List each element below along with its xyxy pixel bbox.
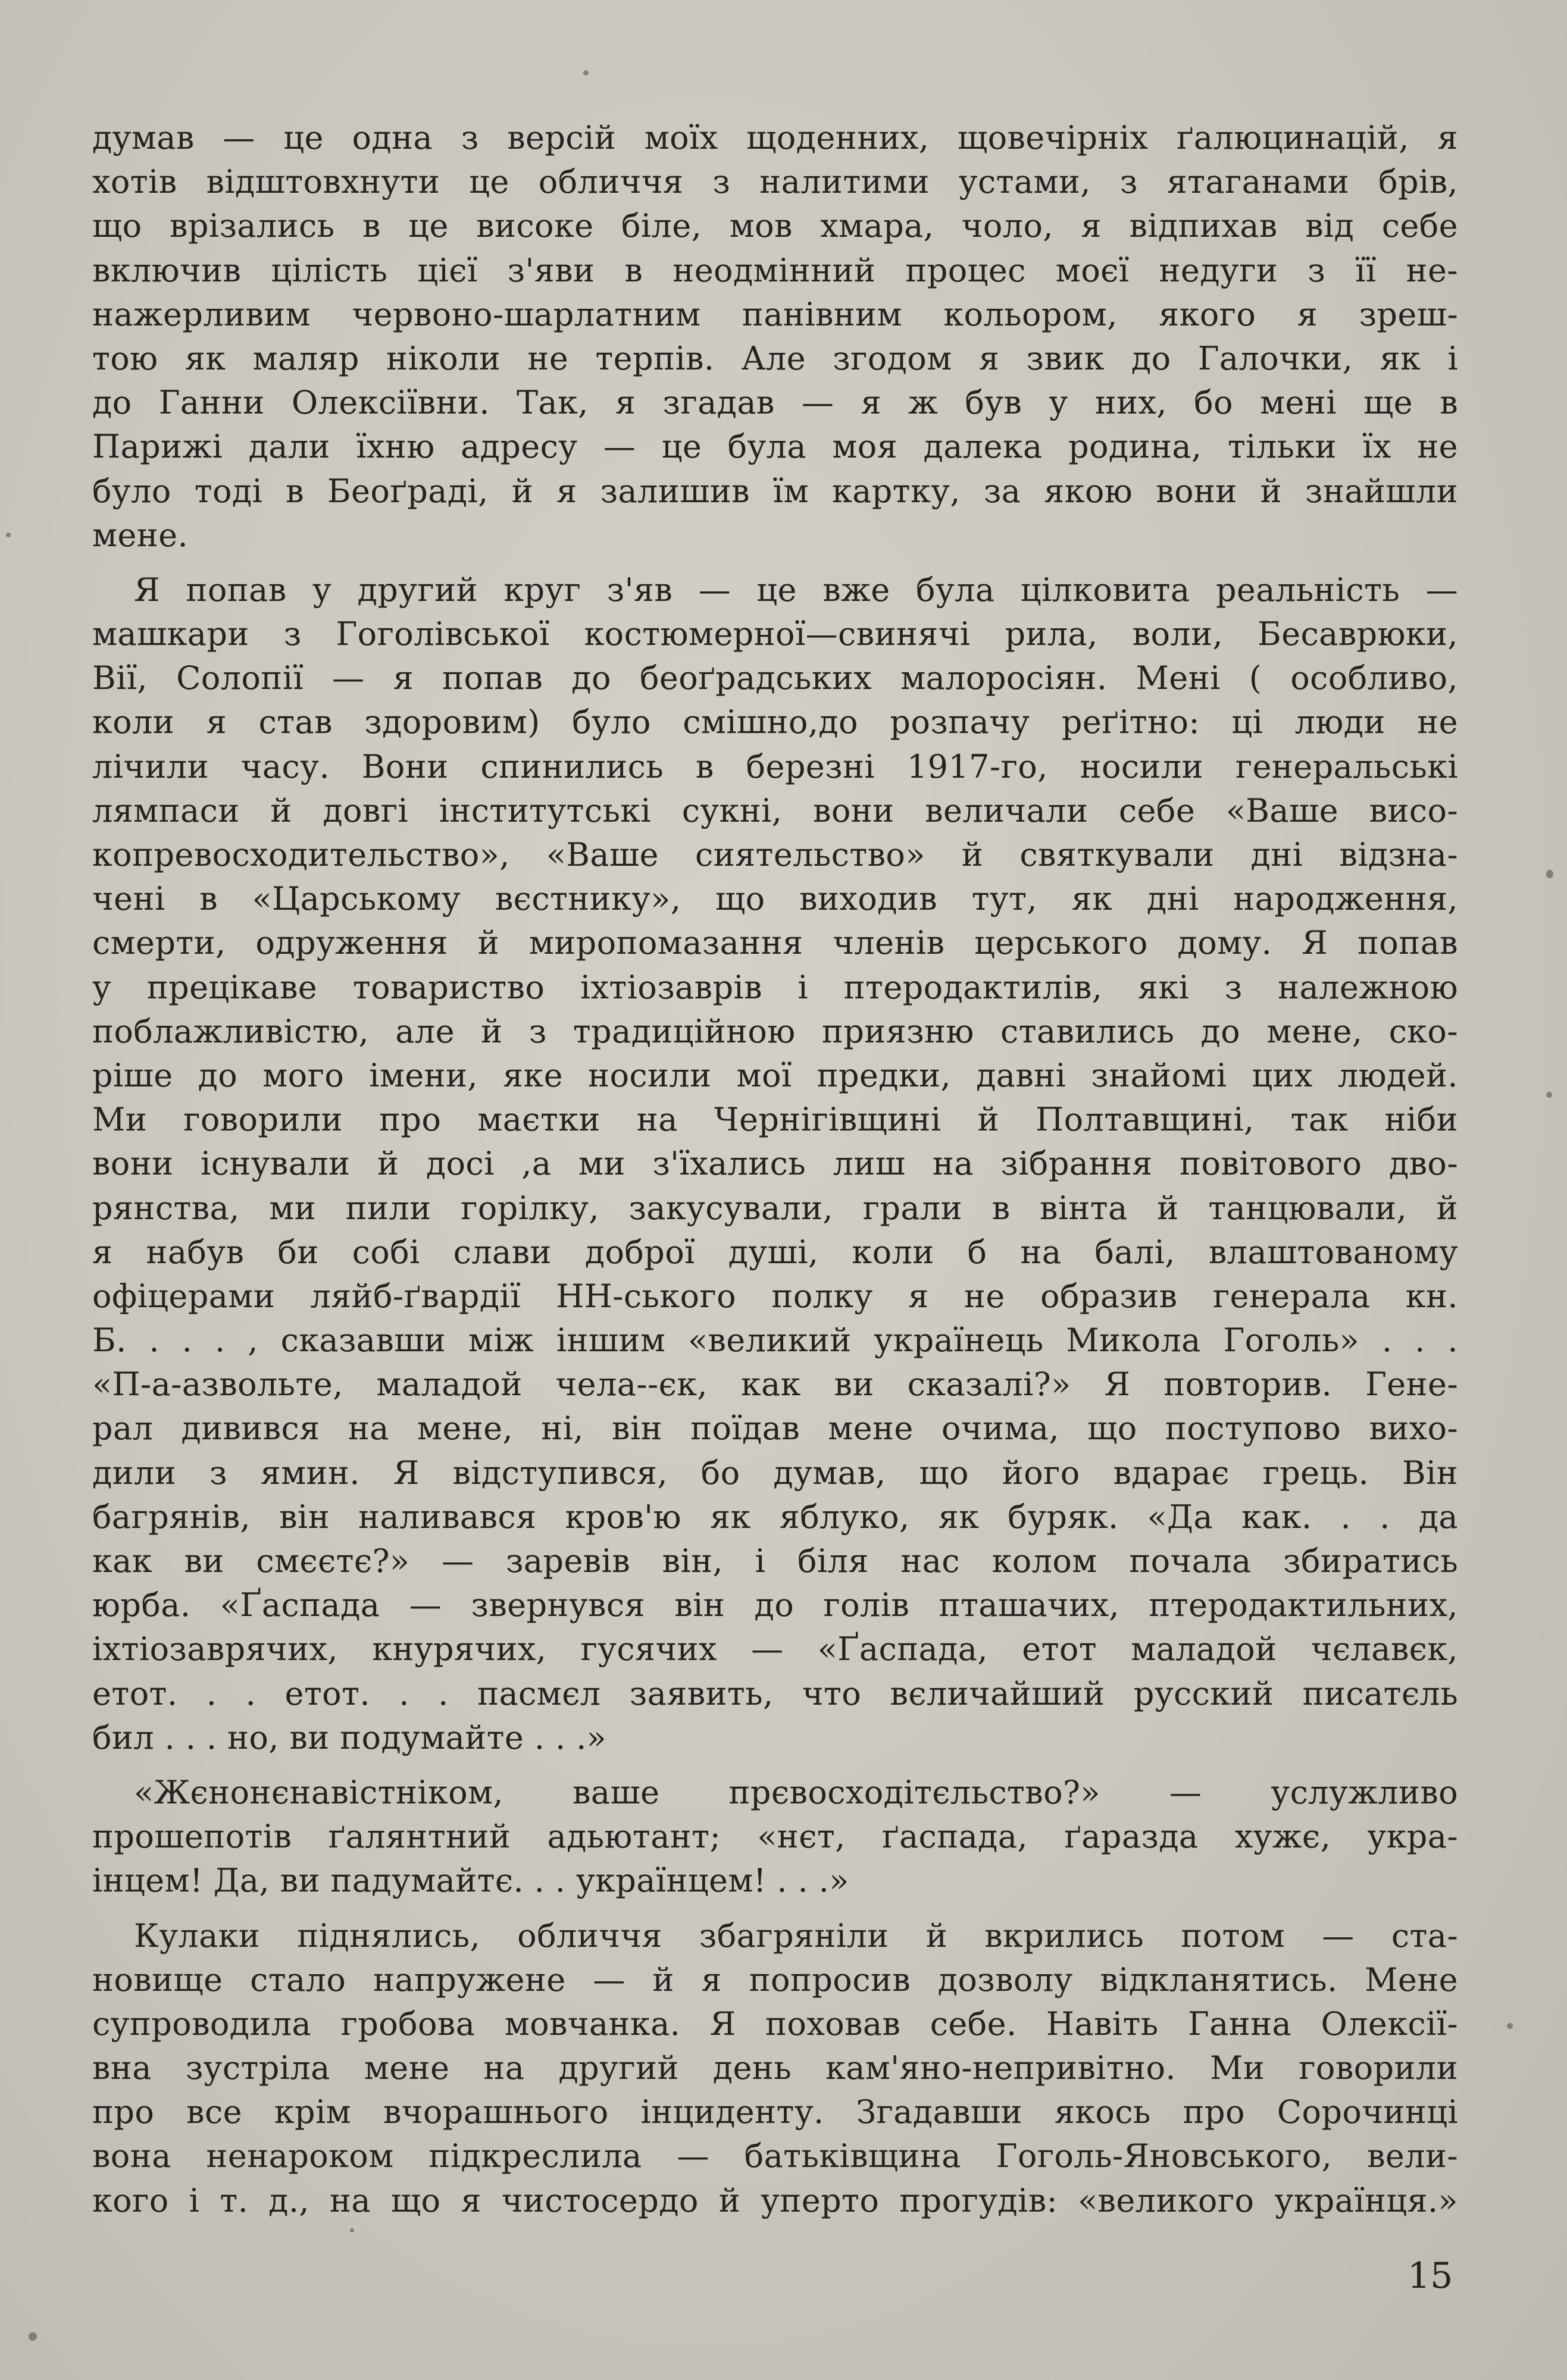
body-text [92, 116, 1458, 2223]
text-line: Вії, Солопії — я попав до беоґрадських малоросіян. Мені ( особливо, [92, 659, 1458, 697]
text-line: Ми говорили про маєтки на Чернігівщині й Полтавщині, так ніби [92, 1101, 1458, 1139]
text-line: багрянів, він наливався кров'ю як яблуко, як буряк. «Да как. . . да [92, 1498, 1458, 1536]
text-line: кого і т. д., на що я чистосердо й уперто прогудів: «великого українця.» [92, 2181, 1458, 2219]
paper-speck [1546, 1092, 1552, 1098]
text-line: вони існували й досі ,а ми з'їхались лиш на зібрання повітового дво- [92, 1145, 1458, 1183]
text-line: лічили часу. Вони спинились в березні 1917-го, носили генеральські [92, 747, 1458, 785]
text-line: ріше до мого імени, яке носили мої предки, давні знайомі цих людей. [92, 1056, 1458, 1094]
paper-speck [1507, 2023, 1513, 2029]
text-line: вона ненароком підкреслила — батьківщина Гоголь-Яновського, вели- [92, 2137, 1458, 2175]
text-line: дили з ямин. Я відступився, бо думав, що його вдарає грець. Він [92, 1454, 1458, 1492]
text-line: Кулаки піднялись, обличчя збагряніли й вкрились потом — ста- [134, 1916, 1458, 1955]
paper-speck [350, 2228, 354, 2232]
paragraph [92, 116, 1458, 558]
text-line: нажерливим червоно-шарлатним панівним кольором, якого я зреш- [92, 295, 1458, 333]
text-line: офіцерами ляйб-ґвардії НН-ського полку я не образив генерала кн. [92, 1277, 1458, 1315]
text-line: бил . . . но, ви подумайте . . .» [92, 1718, 607, 1756]
text-line: вна зустріла мене на другий день кам'яно-непривітно. Ми говорили [92, 2049, 1458, 2087]
text-line: коли я став здоровим) було смішно,до розпачу реґітно: ці люди не [92, 703, 1458, 741]
text-line: хотів відштовхнути це обличчя з налитими устами, з ятаганами брів, [92, 163, 1458, 201]
text-line: Парижі дали їхню адресу — це була моя далека родина, тільки їх не [92, 428, 1458, 466]
page-number: 15 [1408, 2255, 1453, 2297]
text-line: лямпаси й довгі інститутські сукні, вони величали себе «Ваше висо- [92, 791, 1458, 829]
text-line: іхтіозаврячих, кнурячих, гусячих — «Ґаспада, етот маладой чєлавєк, [92, 1630, 1458, 1668]
text-line: включив цілість цієї з'яви в неодмінний процес моєї недуги з її не- [92, 251, 1458, 289]
text-line: чені в «Царському вєстнику», що виходив тут, як дні народження, [92, 880, 1458, 918]
paper-speck [29, 2332, 37, 2341]
text-line: у прецікаве товариство іхтіозаврів і птеродактилів, які з належною [92, 968, 1458, 1006]
text-line: поблажливістю, але й з традиційною приязню ставились до мене, ско- [92, 1012, 1458, 1050]
text-line: мене. [92, 516, 189, 554]
text-line: було тоді в Беоґраді, й я залишив їм картку, за якою вони й знайшли [92, 472, 1458, 510]
paragraph [92, 568, 1458, 1760]
text-line: про все крім вчорашнього інциденту. Згадавши якось про Сорочинці [92, 2093, 1458, 2131]
text-line: рал дивився на мене, ні, він поїдав мене очима, що поступово вихо- [92, 1410, 1458, 1448]
paper-speck [1546, 870, 1553, 878]
paper-speck [6, 533, 11, 537]
text-line: как ви смєєтє?» — заревів він, і біля нас колом почала збиратись [92, 1542, 1458, 1580]
text-line: Я попав у другий круг з'яв — це вже була цілковита реальність — [134, 571, 1458, 609]
text-line: машкари з Гоголівської костюмерної—свинячі рила, воли, Бесаврюки, [92, 615, 1458, 653]
paragraph [92, 1771, 1458, 1903]
text-line: етот. . . етот. . . пасмєл заявить, что вєличайший русский писатєль [92, 1674, 1458, 1712]
text-line: юрба. «Ґаспада — звернувся він до голів пташачих, птеродактильних, [92, 1586, 1458, 1624]
text-line: думав — це одна з версій моїх щоденних, щовечірніх ґалюцинацій, я [92, 119, 1458, 156]
text-line: я набув би собі слави доброї душі, коли б на балі, влаштованому [92, 1233, 1458, 1271]
paper-speck [583, 70, 589, 76]
text-line: до Ганни Олексіївни. Так, я згадав — я ж був у них, бо мені ще в [92, 384, 1458, 422]
text-line: смерти, одруження й миропомазання членів церського дому. Я попав [92, 924, 1458, 962]
text-line: прошепотів ґалянтний адьютант; «нєт, ґаспада, ґаразда хужє, укра- [92, 1818, 1458, 1856]
text-line: «П-а-азвольте, маладой чела--єк, как ви сказалі?» Я повторив. Гене- [92, 1366, 1458, 1404]
text-line: тою як маляр ніколи не терпів. Але згодом я звик до Галочки, як і [92, 339, 1458, 377]
text-line: «Жєнонєнавістніком, ваше прєвосходітєльство?» — услужливо [134, 1773, 1458, 1811]
text-line: новище стало напружене — й я попросив дозволу відкланятись. Мене [92, 1961, 1458, 1999]
text-line: Б. . . . , сказавши між іншим «великий українець Микола Гоголь» . . . [92, 1321, 1458, 1360]
text-line: що врізались в це високе біле, мов хмара, чоло, я відпихав від себе [92, 207, 1458, 245]
text-line: інцем! Да, ви падумайтє. . . українцем! . . .» [92, 1862, 849, 1900]
text-line: супроводила гробова мовчанка. Я поховав себе. Навіть Ганна Олексії- [92, 2005, 1458, 2043]
paragraph [92, 1914, 1458, 2223]
text-line: копревосходительство», «Ваше сиятельство» й святкували дні відзна- [92, 836, 1458, 873]
text-line: рянства, ми пили горілку, закусували, грали в вінта й танцювали, й [92, 1189, 1458, 1227]
